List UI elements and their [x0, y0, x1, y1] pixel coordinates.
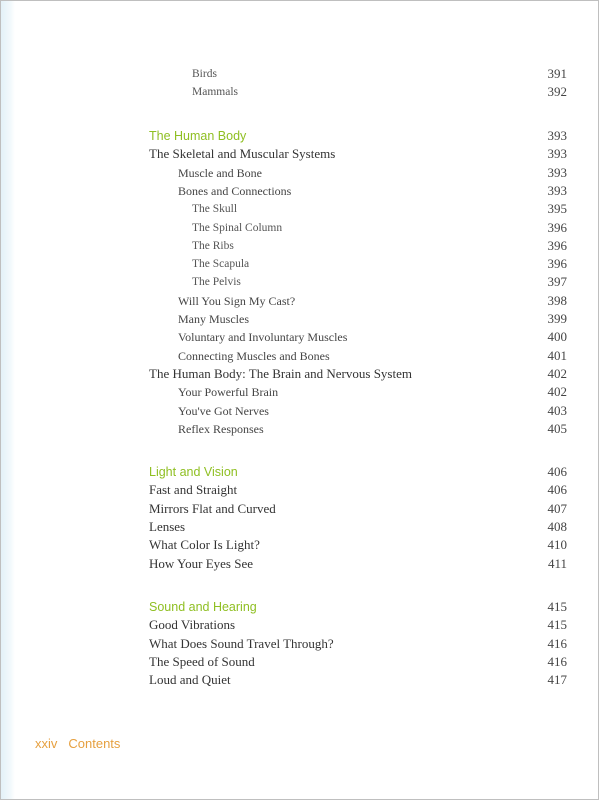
- toc-entry-title: Connecting Muscles and Bones: [178, 348, 330, 363]
- toc-entry: [1, 164, 567, 182]
- toc-entry: [1, 518, 567, 536]
- toc-entry: [1, 481, 567, 499]
- toc-entry: [1, 555, 567, 573]
- toc-entry-title: Many Muscles: [178, 312, 249, 326]
- toc-entry-page: 406: [547, 482, 567, 498]
- toc-entry-title: The Pelvis: [192, 276, 241, 289]
- toc-entry-title: Mammals: [192, 86, 238, 99]
- toc-entry-page: 393: [547, 128, 567, 143]
- toc-entry: [1, 182, 567, 200]
- toc-entry-page: 417: [547, 672, 567, 688]
- toc-entry-page: 391: [547, 66, 567, 81]
- toc-entry: [1, 255, 567, 273]
- toc-entry-title: Will You Sign My Cast?: [178, 293, 296, 308]
- toc-entry-page: 396: [547, 237, 567, 253]
- toc-entry-page: 397: [547, 274, 567, 290]
- toc-entry: [1, 65, 567, 83]
- toc-entry: [1, 616, 567, 634]
- toc-entry-page: 393: [547, 146, 567, 162]
- toc-entry: [1, 365, 567, 383]
- toc-entry-page: 401: [547, 347, 567, 363]
- toc-entry-title: Sound and Hearing: [149, 600, 257, 614]
- toc-entry: [1, 328, 567, 346]
- toc-entry: [1, 420, 567, 438]
- toc-entry: [1, 310, 567, 328]
- toc-entry-page: 416: [547, 653, 567, 669]
- toc-entry-title: What Does Sound Travel Through?: [149, 635, 334, 651]
- toc-entry: [1, 273, 567, 291]
- toc-entry-title: Reflex Responses: [178, 421, 264, 436]
- footer-label: Contents: [68, 736, 121, 751]
- toc-entry-page: 407: [547, 500, 567, 516]
- page-footer: [35, 736, 131, 751]
- toc-entry: [1, 219, 567, 237]
- toc-entry: [1, 237, 567, 255]
- toc-entry-title: The Human Body: [149, 129, 247, 143]
- toc-entry-page: 403: [547, 402, 567, 418]
- toc-entry-page: 408: [547, 518, 567, 534]
- toc-section-heading: [1, 127, 567, 145]
- toc-entry-page: 406: [547, 464, 567, 479]
- toc-entry-title: The Skull: [192, 203, 238, 216]
- toc-section-heading: [1, 598, 567, 616]
- toc-entry: [1, 83, 567, 101]
- toc-entry: [1, 200, 567, 218]
- toc-entry-title: Voluntary and Involuntary Muscles: [178, 330, 348, 345]
- toc-entry-title: Lenses: [149, 518, 186, 534]
- toc-entry-page: 393: [547, 164, 567, 180]
- toc-entry-page: 415: [547, 599, 567, 614]
- toc-entry-page: 396: [547, 256, 567, 272]
- toc-entry-title: What Color Is Light?: [149, 537, 260, 553]
- toc-entry-page: 405: [547, 420, 567, 436]
- table-of-contents: [1, 1, 598, 799]
- footer-page-number: xxiv: [35, 736, 58, 751]
- toc-entry-page: 411: [547, 555, 567, 571]
- toc-entry: [1, 500, 567, 518]
- toc-entry-title: Loud and Quiet: [149, 672, 231, 688]
- toc-entry: [1, 635, 567, 653]
- toc-entry-page: 395: [547, 201, 567, 217]
- toc-entry-title: Your Powerful Brain: [178, 385, 279, 400]
- toc-entry-title: The Skeletal and Muscular Systems: [149, 146, 336, 162]
- toc-entry: [1, 292, 567, 310]
- toc-entry-page: 400: [547, 329, 567, 345]
- toc-entry: [1, 653, 567, 671]
- toc-entry-page: 416: [547, 635, 567, 651]
- toc-entry-title: The Ribs: [192, 239, 234, 252]
- toc-entry-page: 415: [547, 617, 567, 633]
- toc-entry-title: Mirrors Flat and Curved: [149, 500, 276, 516]
- toc-entry: [1, 402, 567, 420]
- toc-entry-page: 398: [547, 292, 567, 308]
- toc-entry-page: 396: [547, 219, 567, 235]
- toc-entry-page: 393: [547, 182, 567, 198]
- toc-entry-title: Birds: [192, 68, 217, 80]
- toc-entry: [1, 536, 567, 554]
- toc-entry-title: You've Got Nerves: [178, 403, 269, 418]
- toc-entry-title: The Human Body: The Brain and Nervous System: [149, 365, 412, 381]
- toc-entry: [1, 671, 567, 689]
- toc-entry-title: The Spinal Column: [192, 221, 283, 234]
- toc-entry-title: Fast and Straight: [149, 482, 238, 498]
- toc-entry-page: 402: [547, 384, 567, 400]
- toc-section-heading: [1, 463, 567, 481]
- toc-entry-title: The Scapula: [192, 258, 250, 271]
- toc-entry-title: Good Vibrations: [149, 617, 236, 633]
- toc-entry-title: Bones and Connections: [178, 183, 292, 198]
- toc-entry-page: 402: [547, 365, 567, 381]
- toc-entry-title: Light and Vision: [149, 465, 238, 479]
- toc-entry-page: 410: [547, 537, 567, 553]
- toc-entry-page: 399: [547, 311, 567, 326]
- toc-entry: [1, 347, 567, 365]
- toc-entry-title: How Your Eyes See: [149, 555, 253, 571]
- toc-entry-title: Muscle and Bone: [178, 165, 262, 180]
- toc-entry-page: 392: [547, 84, 567, 100]
- toc-entry: [1, 383, 567, 401]
- toc-entry: [1, 145, 567, 163]
- toc-entry-title: The Speed of Sound: [149, 653, 255, 669]
